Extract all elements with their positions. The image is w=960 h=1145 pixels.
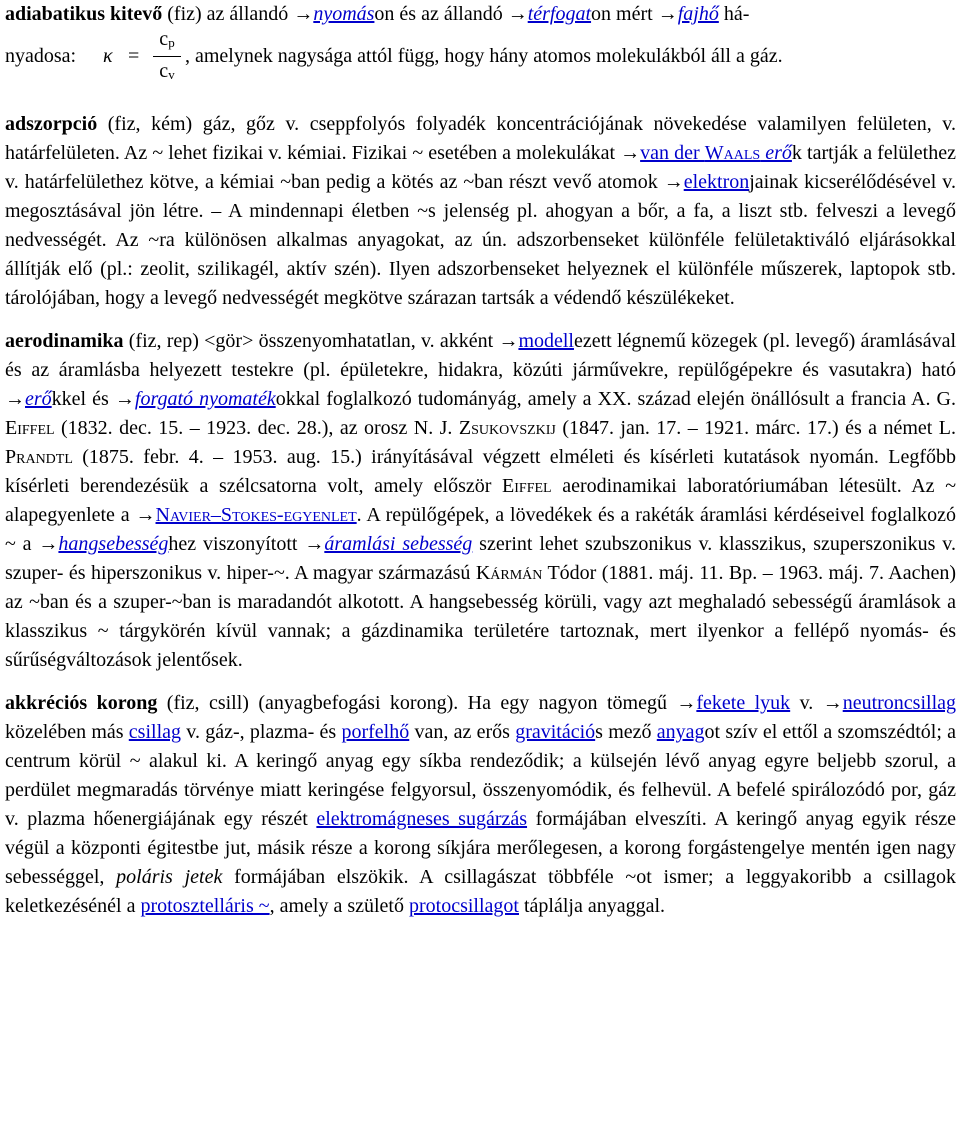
entry-text-part: (fiz, rep) <gör> összenyomhatatlan, v. akként xyxy=(123,330,499,352)
person-name: Prandtl xyxy=(5,446,73,468)
formula-line xyxy=(5,28,956,88)
link-navier-stokes-egyenlet[interactable]: Navier–Stokes-egyenlet xyxy=(155,504,357,526)
arrow-icon: → xyxy=(5,388,25,410)
link-elektromagneses-sugarzas[interactable]: elektromágneses sugárzás xyxy=(316,808,528,830)
arrow-icon: → xyxy=(293,3,314,25)
link-aramlasi-sebesseg[interactable]: áramlási sebesség xyxy=(324,533,473,555)
link-nyomas[interactable]: nyomás xyxy=(313,3,375,25)
entry-text-part: k tartják a felülethez v. határfelülethez kötve, a kémiai ~ban pedig a kötés az ~ban részt vevő atomok xyxy=(5,142,956,193)
headword: akkréciós korong xyxy=(5,692,158,714)
link-gravitacio[interactable]: gravitáció xyxy=(515,721,596,743)
entry-text-part: . A repülőgépek, a lövedékek és a rakéták áramlási kérdéseivel foglalkozó ~ a xyxy=(5,504,957,555)
link-hangsebesseg[interactable]: hangsebesség xyxy=(58,533,169,555)
entry-text-part: (1847. jan. 17. – 1921. márc. 17.) és a német L. xyxy=(555,417,956,439)
entry-text-part: van, az erős xyxy=(409,721,516,743)
entry-text-part: on mért xyxy=(591,3,658,25)
arrow-icon: → xyxy=(498,330,519,352)
denominator-symbol: c xyxy=(159,60,169,82)
emphasis-polaris-jetek: poláris jetek xyxy=(116,866,223,888)
entry-akkrecios-korong xyxy=(5,689,956,921)
arrow-icon: → xyxy=(822,692,843,714)
link-fekete-lyuk[interactable]: fekete lyuk xyxy=(696,692,791,714)
entry-text-part: , amely a születő xyxy=(269,895,409,917)
link-forgato-nyomatek[interactable]: forgató nyomaték xyxy=(134,388,276,410)
entry-text-part: há- xyxy=(718,3,750,25)
link-csillag[interactable]: csillag xyxy=(128,721,182,743)
link-modell[interactable]: modell xyxy=(518,330,574,352)
person-name: Eiffel xyxy=(5,417,55,439)
arrow-icon: → xyxy=(507,3,528,25)
link-elektron[interactable]: elektron xyxy=(683,171,750,193)
numerator-subscript: p xyxy=(168,35,175,50)
entry-text-part: ezett légnemű közegek (pl. levegő) áramlásával és az áramlásba helyezett testekre (pl. épületekre, hidakra, közúti járművekre, repülőgépekre és vasutakra) ható xyxy=(5,330,956,381)
kappa-symbol: κ xyxy=(103,45,113,67)
person-name: Eiffel xyxy=(502,475,552,497)
link-van-der-waals-ero[interactable] xyxy=(640,142,792,164)
entry-text-part: hez viszonyított xyxy=(168,533,305,555)
entry-text-part: szerint lehet szubszonikus v. klasszikus, szuperszonikus v. szuper- és hiperszonikus v. hiper-~. A magyar származású xyxy=(5,533,956,584)
formula-prefix: nyadosa: xyxy=(5,45,77,67)
arrow-icon: → xyxy=(620,142,641,164)
fraction-bar xyxy=(153,56,181,57)
entry-text-part: v. gáz-, plazma- és xyxy=(181,721,342,743)
entry-text-part: v. xyxy=(790,692,823,714)
link-part: van der xyxy=(640,142,705,164)
fraction-numerator xyxy=(153,28,181,54)
entry-adszorpcio xyxy=(5,110,956,313)
link-part: Waals xyxy=(704,142,761,164)
denominator-subscript: v xyxy=(168,67,175,82)
link-protosztellaris[interactable]: protosztelláris ~ xyxy=(140,895,270,917)
entry-text-part: formájában elszökik. A csillagászat többféle ~ot ismer; a leggyakoribb a csillagok keletkezésénél a xyxy=(5,866,956,917)
arrow-icon: → xyxy=(114,388,135,410)
link-fajho[interactable]: fajhő xyxy=(677,3,719,25)
person-name: Kármán xyxy=(475,562,543,584)
entry-text-part: jainak kicserélődésével v. megosztásával jön létre. – A mindennapi életben ~s jelenség pl. ahogyan a bőr, a fa, a liszt stb. felveszi a levegő nedvességét. Az ~ra különösen alkalmas anyagokat, az ún. adszorbenseket különféle felületaktiváló eljárásokkal állítják elő (pl.: zeolit, szilikagél, aktív szén). Ilyen adszorbenseket helyeznek el különféle műszerek, laptopok stb. tárolójában, hogy a levegő nedvességét megkötve szárazan tartsák a védendő készülékeket. xyxy=(5,171,956,309)
entry-text-part: s mező xyxy=(595,721,657,743)
entry-adiabatikus-kitevo xyxy=(5,0,956,88)
link-part: erő xyxy=(760,142,792,164)
arrow-icon: → xyxy=(135,504,156,526)
link-protocsillag[interactable]: protocsillagot xyxy=(409,895,519,917)
equals-sign: = xyxy=(128,45,140,67)
arrow-icon: → xyxy=(663,171,684,193)
headword: aerodinamika xyxy=(5,330,124,352)
entry-text-part: közelében más xyxy=(5,721,129,743)
arrow-icon: → xyxy=(38,533,59,555)
entry-text-part: aerodinamikai laboratóriumában létesült. Az ~ alapegyenlete a xyxy=(5,475,957,526)
entry-text-part: ot szív el ettől a szomszédtól; a centrum körül ~ alakul ki. A keringő anyag egy síkba rendeződik; a külsején lévő anyag egyre beljebb szorul, a perdület megmaradás törvénye miatt keringése felgyorsul, összenyomódik, és felhevül. A befelé spirálozódó por, gáz v. plazma hőenergiájának egy részét xyxy=(5,721,957,830)
entry-text-part: (1832. dec. 15. – 1923. dec. 28.), az orosz N. J. xyxy=(54,417,459,439)
entry-text-part: táplálja anyaggal. xyxy=(518,895,666,917)
entry-text-part: (fiz, csill) (anyagbefogási korong). Ha egy nagyon tömegű xyxy=(157,692,677,714)
link-anyag[interactable]: anyag xyxy=(656,721,705,743)
headword: adszorpció xyxy=(5,113,98,135)
entry-text-part: (fiz) az állandó xyxy=(162,3,294,25)
arrow-icon: → xyxy=(676,692,697,714)
entry-aerodinamika xyxy=(5,327,956,675)
formula-suffix: , amelynek nagysága attól függ, hogy hány atomos molekulákból áll a gáz. xyxy=(185,45,783,67)
entry-text-part: (fiz, kém) gáz, gőz v. cseppfolyós folyadék koncentrációjának növekedése valamilyen felületen, v. határfelületen. Az ~ lehet fizikai v. kémiai. Fizikai ~ esetében a molekulákat xyxy=(5,113,956,164)
entry-text xyxy=(5,0,956,29)
entry-text-part: okkal foglalkozó tudományág, amely a XX. század elején önállósult a francia A. G. xyxy=(275,388,956,410)
link-porfelho[interactable]: porfelhő xyxy=(341,721,410,743)
heat-capacity-fraction xyxy=(153,28,181,86)
link-ero[interactable]: erő xyxy=(25,388,52,410)
numerator-symbol: c xyxy=(159,28,169,50)
fraction-denominator xyxy=(153,60,181,86)
arrow-icon: → xyxy=(657,3,678,25)
link-terfogat[interactable]: térfogat xyxy=(527,3,592,25)
entry-text-part: on és az állandó xyxy=(374,3,508,25)
entry-text-part: (1875. febr. 4. – 1953. aug. 15.) irányításával végzett elméleti és kísérleti kutatások nyomán. Legfőbb kísérleti berendezésük a szélcsatorna volt, amely először xyxy=(5,446,956,497)
arrow-icon: → xyxy=(304,533,325,555)
headword: adiabatikus kitevő xyxy=(5,3,163,25)
entry-text-part: Tódor (1881. máj. 11. Bp. – 1963. máj. 7. Aachen) az ~ban és a szuper-~ban is maradandót alkotott. A hangsebesség körüli, vagy azt meghaladó sebességű áramlások a klasszikus ~ tárgykörén kívül vannak; a gázdinamika területére tartoznak, mert ilyenkor a fellépő nyomás- és sűrűségváltozások jelentősek. xyxy=(5,562,957,671)
person-name: Zsukovszkij xyxy=(458,417,556,439)
entry-text-part: kkel és xyxy=(51,388,115,410)
link-neutroncsillag[interactable]: neutroncsillag xyxy=(842,692,957,714)
entry-text-part: formájában elveszíti. A keringő anyag egyik része végül a központi égitestbe jut, másik része a korong síkjára merőlegesen, a korong forgástengelye mentén igen nagy sebességgel, xyxy=(5,808,957,888)
